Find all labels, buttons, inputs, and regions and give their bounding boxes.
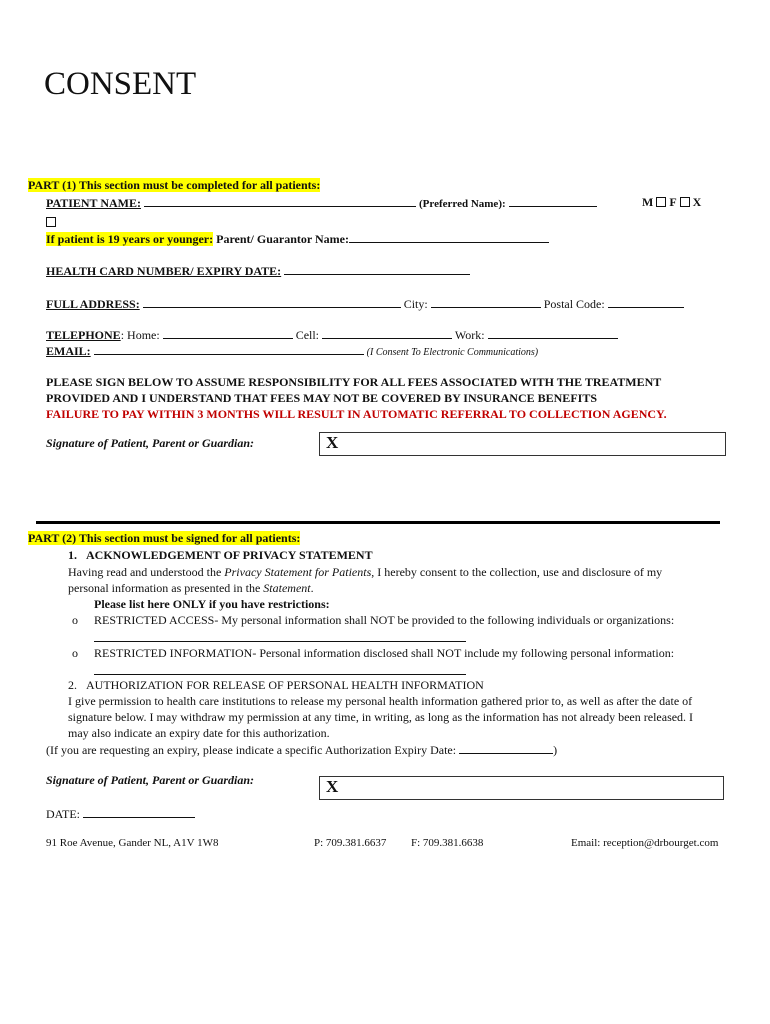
email-row — [46, 343, 538, 359]
item1-header — [68, 548, 373, 563]
expiry-text: (If you are requesting an expiry, please indicate a specific Authorization Expiry Date: — [46, 743, 457, 757]
sex-x-checkbox-row — [46, 213, 56, 231]
work-phone-field[interactable] — [488, 327, 618, 339]
guardian-name-field[interactable] — [349, 231, 549, 243]
footer-email[interactable]: Email: reception@drbourget.com — [571, 837, 719, 849]
guardian-row — [46, 231, 549, 247]
part1-signature-box[interactable] — [319, 432, 726, 456]
fees-line-2: PROVIDED AND I UNDERSTAND THAT FEES MAY NOT BE COVERED BY INSURANCE BENEFITS — [46, 391, 597, 405]
email-field[interactable] — [94, 343, 364, 355]
cell-label: Cell: — [295, 328, 320, 342]
part2-signature-box[interactable] — [319, 776, 724, 800]
patient-name-label: PATIENT NAME: — [46, 196, 142, 210]
part2-signature-label: Signature of Patient, Parent or Guardian: — [46, 773, 255, 787]
date-label: DATE: — [46, 807, 80, 821]
restricted-access-bullet: o — [72, 613, 78, 627]
sex-f-label: F — [669, 195, 677, 209]
email-label: EMAIL: — [46, 344, 91, 358]
patient-name-field[interactable] — [144, 195, 416, 207]
footer-address: 91 Roe Avenue, Gander NL, A1V 1W8 — [46, 837, 219, 849]
item2-line-2: signature below. I may withdraw my permission at any time, in writing, as long as the information has not already been released. I — [68, 710, 694, 724]
restricted-info-text: RESTRICTED INFORMATION- Personal information disclosed shall NOT include my following personal information: — [94, 646, 675, 660]
item2-title: AUTHORIZATION FOR RELEASE OF PERSONAL HEALTH INFORMATION — [86, 678, 484, 692]
postal-code-label: Postal Code: — [543, 297, 605, 311]
item2-line-1: I give permission to health care institutions to release my personal health information gathered prior to, as well as after the date of — [68, 694, 693, 708]
item2-number: 2. — [68, 678, 77, 692]
preferred-name-field[interactable] — [509, 195, 597, 207]
expiry-date-field[interactable] — [459, 742, 553, 754]
footer-phone: P: 709.381.6637 — [314, 837, 387, 849]
patient-name-row — [46, 195, 597, 211]
item1-text-d: . — [310, 581, 314, 595]
part1-heading — [28, 178, 320, 193]
guardian-label: Parent/ Guarantor Name: — [216, 232, 349, 246]
sex-m-checkbox[interactable] — [656, 197, 666, 207]
telephone-label: TELEPHONE — [46, 328, 121, 342]
part1-signature-mark: X — [326, 433, 339, 452]
item1-text-b: , I hereby consent to the collection, use and disclosure of my — [371, 565, 663, 579]
cell-phone-field[interactable] — [322, 327, 452, 339]
item1-text-a: Having read and understood the — [68, 565, 225, 579]
sex-m-label: M — [642, 195, 654, 209]
restricted-access-field[interactable] — [94, 630, 466, 642]
sex-f-checkbox[interactable] — [680, 197, 690, 207]
item1-text-line1 — [68, 565, 662, 580]
part2-heading — [28, 531, 300, 546]
item2-header — [68, 678, 484, 693]
privacy-statement-reference: Privacy Statement for Patients — [224, 565, 372, 579]
restricted-info-bullet: o — [72, 646, 78, 660]
expiry-row — [46, 742, 557, 758]
health-card-row — [46, 263, 470, 279]
restricted-access-line-row — [94, 629, 466, 647]
email-consent-note: (I Consent To Electronic Communications) — [366, 347, 539, 358]
guardian-highlight: If patient is 19 years or younger: — [46, 232, 214, 246]
part2-signature-mark: X — [326, 777, 339, 796]
sex-options — [642, 195, 701, 210]
sex-x-checkbox[interactable] — [46, 217, 56, 227]
city-label: City: — [403, 297, 428, 311]
section-divider — [36, 521, 720, 524]
address-label: FULL ADDRESS: — [46, 297, 140, 311]
statement-reference: Statement — [263, 581, 311, 595]
date-row — [46, 806, 195, 822]
health-card-label: HEALTH CARD NUMBER/ EXPIRY DATE: — [46, 264, 282, 278]
home-phone-field[interactable] — [163, 327, 293, 339]
footer-fax: F: 709.381.6638 — [411, 837, 484, 849]
item1-number: 1. — [68, 548, 77, 562]
work-label: Work: — [454, 328, 485, 342]
postal-code-field[interactable] — [608, 296, 684, 308]
item1-title: ACKNOWLEDGEMENT OF PRIVACY STATEMENT — [86, 548, 373, 562]
page-title: CONSENT — [44, 66, 197, 102]
part1-signature-label: Signature of Patient, Parent or Guardian: — [46, 436, 255, 450]
collection-warning: FAILURE TO PAY WITHIN 3 MONTHS WILL RESULT IN AUTOMATIC REFERRAL TO COLLECTION AGENCY. — [46, 407, 667, 421]
home-label: : Home: — [120, 328, 160, 342]
date-field[interactable] — [83, 806, 195, 818]
fees-line-1: PLEASE SIGN BELOW TO ASSUME RESPONSIBILITY FOR ALL FEES ASSOCIATED WITH THE TREATMENT — [46, 375, 662, 389]
preferred-name-label: (Preferred Name): — [419, 198, 506, 210]
expiry-close: ) — [553, 743, 558, 757]
item1-text-line2 — [68, 581, 314, 596]
sex-x-label: X — [692, 195, 702, 209]
address-row — [46, 296, 684, 312]
item1-text-c: personal information as presented in the — [68, 581, 264, 595]
part1-heading-text: PART (1) This section must be completed for all patients: — [28, 178, 321, 192]
telephone-row — [46, 327, 618, 343]
address-field[interactable] — [143, 296, 401, 308]
item2-line-3: may also indicate an expiry date for this authorization. — [68, 726, 330, 740]
restrictions-label: Please list here ONLY if you have restrictions: — [94, 597, 330, 611]
part2-heading-text: PART (2) This section must be signed for all patients: — [28, 531, 301, 545]
restricted-info-field[interactable] — [94, 663, 466, 675]
health-card-field[interactable] — [284, 263, 470, 275]
city-field[interactable] — [431, 296, 541, 308]
restricted-access-text: RESTRICTED ACCESS- My personal information shall NOT be provided to the following individuals or organizations: — [94, 613, 675, 627]
